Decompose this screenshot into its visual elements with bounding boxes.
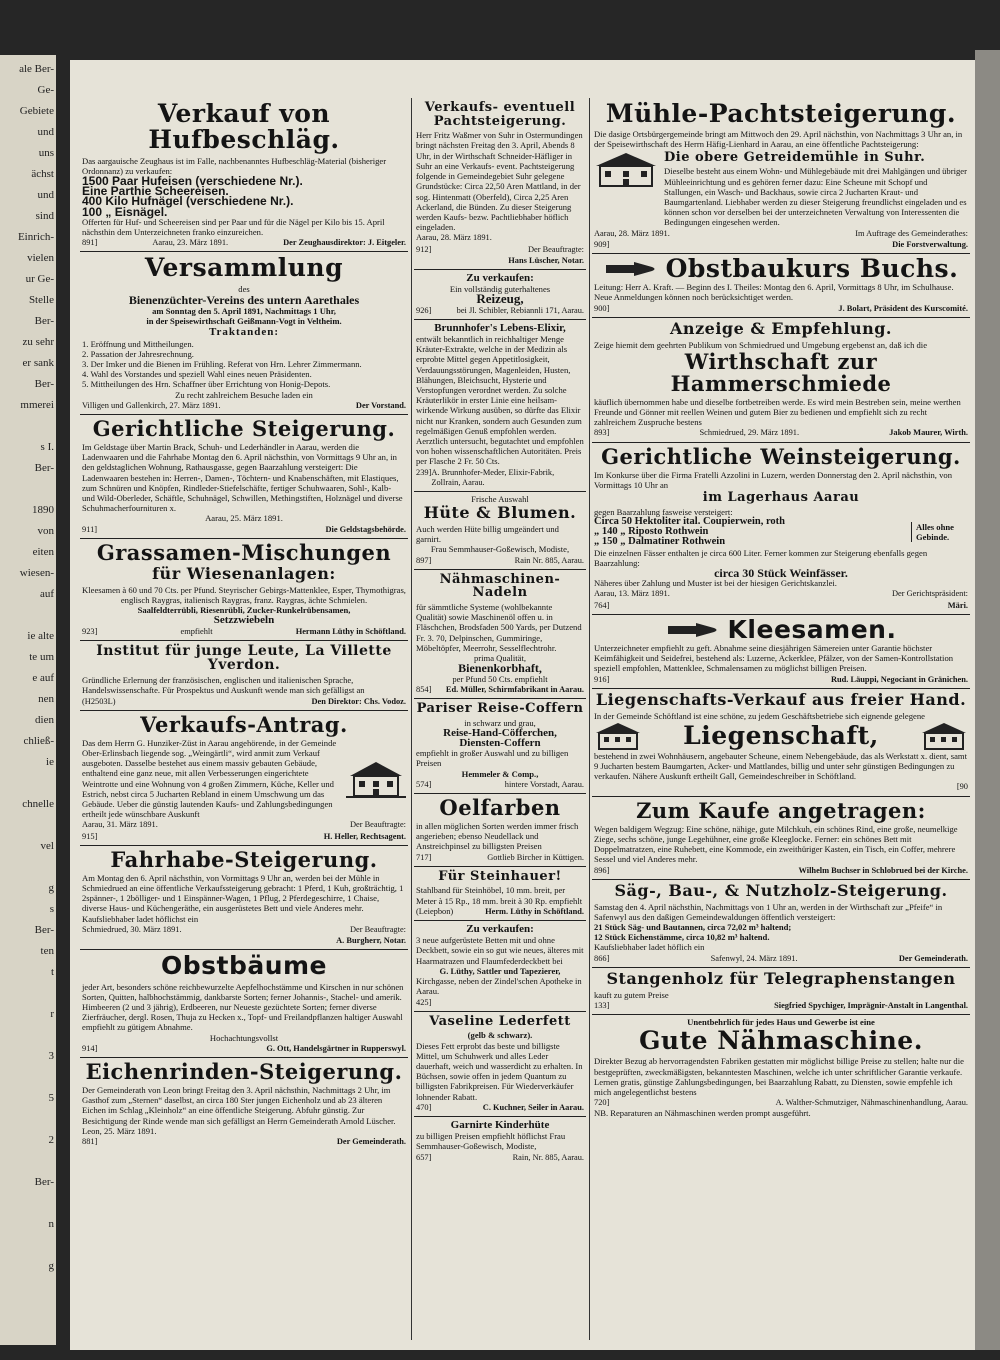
ad-text: Zu recht zahlreichem Besuche laden ein xyxy=(175,389,313,400)
previous-page-fragment: 3 xyxy=(48,1050,54,1062)
ad-subtitle: Traktanden: xyxy=(208,326,280,339)
ad-item: circa 30 Stück Weinfässer. xyxy=(714,566,848,580)
ad-text: Unentbehrlich für jedes Haus und Gewerbe ist eine xyxy=(687,1016,875,1027)
ad-naehmaschine xyxy=(592,1015,970,1122)
previous-page-fragment: Ber- xyxy=(34,924,54,936)
previous-page-fragment: dien xyxy=(35,714,54,726)
ad-verkaufsantrag xyxy=(80,711,408,846)
ad-number: 764] xyxy=(594,600,610,610)
pointing-hand-icon xyxy=(604,260,658,278)
ad-name: Liegenschaft, xyxy=(683,720,879,750)
ad-place-date: Safenwyl, 24. März 1891. xyxy=(710,953,798,963)
ad-text: Die dasige Ortsbürgergemeinde bringt am Mittwoch den 29. April nächsthin, von Nachmittags 3 Uhr an, in der Speisewirthschaft des Herrn Häfig-Lienhard in Aarau, an eine öffentliche Pachtsteigerung: xyxy=(594,129,963,150)
previous-page-fragment: ächst xyxy=(31,168,54,180)
ad-number: 720] xyxy=(594,1098,610,1108)
ad-address: hintere Vorstadt, Aarau. xyxy=(504,779,584,789)
ad-signer: Herm. Lüthy in Schöftland. xyxy=(485,906,584,916)
ad-number: 912] xyxy=(416,244,432,254)
ad-title: Obstbaukurs Buchs. xyxy=(665,253,959,283)
ad-title: Zu verkaufen: xyxy=(466,923,534,936)
ad-text: Der Beauftragte: xyxy=(527,244,584,254)
ad-title: Pariser Reise-Coffern xyxy=(416,700,584,716)
ad-text: Stahlband für Steinhöbel, 10 mm. breit, per Meter à 15 Rp., 18 mm. breit à 30 Rp. empfiehlt xyxy=(416,885,583,906)
ad-title: Garnirte Kinderhüte xyxy=(450,1118,550,1131)
previous-page-fragment: e auf xyxy=(32,672,54,684)
ad-subtitle: (gelb & schwarz). xyxy=(467,1030,533,1041)
ad-eichenrinden xyxy=(80,1058,408,1150)
ad-text: in schwarz und grau, xyxy=(464,717,536,728)
previous-page-fragment: Ber- xyxy=(34,1176,54,1188)
ad-signer: Hermann Lüthy in Schöftland. xyxy=(295,626,406,636)
ad-text: Die einzelnen Fässer enthalten je circa 600 Liter. Ferner kommen zur Steigerung ebenfalls gegen Baarzahlung: xyxy=(594,547,928,568)
ad-item: 1500 Paar Hufeisen (verschiedene Nr.). xyxy=(82,173,303,188)
previous-page-fragment: Einrich- xyxy=(17,231,54,243)
ad-text: bei Jl. Schibler, Rebiannli 171, Aarau. xyxy=(456,305,584,315)
house-icon xyxy=(594,721,642,751)
ad-note: Alles ohne Gebinde. xyxy=(911,522,968,542)
ad-number: 893] xyxy=(594,428,610,438)
previous-page-fragment: n xyxy=(48,1218,54,1230)
ad-signer: Siegfried Spychiger, Imprägnir-Anstalt in Langenthal. xyxy=(774,1000,968,1010)
ad-text: Näheres über Zahlung und Muster ist bei der hiesigen Gerichtskanzlei. xyxy=(594,578,837,589)
ad-place-date: Villigen und Gallenkirch, 27. März 1891. xyxy=(82,400,221,410)
ad-text: empfiehlt xyxy=(180,626,213,636)
previous-page-fragment: ale Ber- xyxy=(19,63,54,75)
previous-page-fragment: 1890 xyxy=(32,504,54,516)
column-right xyxy=(592,98,970,1342)
ad-liegenschaft xyxy=(592,689,970,797)
ad-item: Bienenkorbhaft, xyxy=(458,661,542,676)
ad-number: 914] xyxy=(82,1043,98,1053)
previous-page-fragment: ur Ge- xyxy=(25,273,54,285)
ad-title: Stangenholz für Telegraphenstangen xyxy=(606,968,956,988)
previous-page-fragment: Stelle xyxy=(28,294,54,306)
ad-title: Liegenschafts-Verkauf aus freier Hand. xyxy=(595,689,967,709)
ad-text: Hochachtungsvollst xyxy=(209,1032,279,1043)
ad-signer: Wilhelm Buchser in Schlobrued bei der Kirche. xyxy=(798,865,968,875)
ad-subtitle: für Wiesenanlagen: xyxy=(152,563,336,583)
ad-signer: Der Gemeinderath. xyxy=(898,953,968,963)
ad-title: Für Steinhauer! xyxy=(438,868,562,884)
ad-weinsteigerung xyxy=(592,443,970,615)
ad-text: Der Gerichtspräsident: xyxy=(891,589,968,599)
column-left xyxy=(80,98,408,1342)
ad-list-item: 5. Mittheilungen des Hrn. Schaffner über Errichtung von Honig-Depots. xyxy=(82,379,331,390)
ad-list-item: 4. Wahl des Vorstandes und speziell Wahl eines neuen Präsidenten. xyxy=(82,369,312,380)
ad-signer: Rud. Läuppi, Negociant in Gränichen. xyxy=(830,674,968,684)
ad-signer: Die Geldstagsbehörde. xyxy=(325,524,406,534)
previous-page-fragment: wiesen- xyxy=(19,567,54,579)
ad-text: für sämmtliche Systeme (wohlbekannte Qualität) sowie Maschinenöl offen u. in Fläschchen, Brodsfaden 500 Yards, per Dutzend Fr. 3. 70, Delpinschen, Gummiringe, Möbeltöpfer, Meerrohr, Sesselflechtrohr. xyxy=(416,602,582,653)
ad-pachtsteigerung xyxy=(414,98,586,270)
ad-text: Kaufsliebhaber ladet höflich ein xyxy=(594,942,705,953)
ad-naehmaschinen-nadeln xyxy=(414,570,586,699)
ad-number: 923] xyxy=(82,626,98,636)
previous-page-fragment: Ber- xyxy=(34,378,54,390)
previous-page-fragment: s xyxy=(49,903,54,915)
ad-text: in allen möglichen Sorten werden immer frisch angerieben; ebenso Neudellack und Anstreichpinsel zu billigsten Preisen xyxy=(416,821,579,852)
ad-text: Setzzwiebeln xyxy=(213,614,275,627)
ad-number: [90 xyxy=(956,782,968,792)
ad-obstbaukurs xyxy=(592,254,970,318)
ad-item: Reizeug, xyxy=(476,291,524,307)
ad-place-date: Leon, 25. März 1891. xyxy=(82,1125,157,1136)
ad-text: Offerten für Huf- und Scheereisen sind per Paar und für die Nägel per Kilo bis 15. April nächsthin dem Unterzeichneten franko einzureichen. xyxy=(82,216,385,237)
column-rule xyxy=(589,98,590,1340)
ad-number: 574] xyxy=(416,779,432,789)
ad-title: Fahrhabe-Steigerung. xyxy=(110,846,378,872)
ad-text: in der Speisewirthschaft Geißmann-Vogt in Veltheim. xyxy=(146,316,342,327)
ad-place-date: Aarau, 28. März 1891. xyxy=(594,228,670,238)
ad-muehle-pacht xyxy=(592,98,970,254)
ad-text: entwält bekanntlich in reichhaltiger Menge Kräuter-Extrakte, welche in der Medizin als erprobte Mittel gegen Appetitlosigkeit, Verdauungsstörungen, Magenleiden, Husten, Blähungen, Bleichsucht, Hysterie und Verstopfungen verordnet werden. Zu solche Kräuterlikör in erster Linie eine heilsam-wirkende Wirkung ausüben, so dürfte das Elixir nicht nur Kranken, sondern auch Gesunden zum regelmäßigen Genuß empfohlen werden. Aerztlich untersucht, begutachtet und empfohlen von hohen wissenschaftlichen Autoritäten. Preis per Flasche 2 Fr. 50 Cts. xyxy=(416,333,584,467)
previous-page-fragment: s I. xyxy=(40,441,54,453)
ad-number: 900] xyxy=(594,303,610,313)
ad-text: Dieses Fett erprobt das beste und billigste Mittel, um Schuhwerk und alles Leder dauerhaft, weich und wasserdicht zu erhalten. In Büchsen, sowie offen in jedem Quantum zu billigsten Fabrikpreisen. Für Wiederverkäufer lohnender Rabatt. xyxy=(416,1040,583,1102)
ad-title: Anzeige & Empfehlung. xyxy=(670,318,892,338)
ad-number: (H2503L) xyxy=(82,696,116,706)
ad-subtitle: Bienenzüchter-Vereins des untern Aarethales xyxy=(128,292,360,307)
ad-lebens-elixir xyxy=(414,320,586,492)
column-rule xyxy=(411,98,412,1340)
ad-number: 881] xyxy=(82,1137,98,1147)
previous-page-fragment: mmerei xyxy=(20,399,54,411)
previous-page-fragment: er sank xyxy=(22,357,54,369)
ad-item: „ 150 „ Dalmatiner Rothwein xyxy=(594,536,726,548)
ad-signer: Jakob Maurer, Wirth. xyxy=(889,428,968,438)
ad-text: Saalfeldterrübli, Riesenrübli, Zucker-Runkelrübensamen, xyxy=(137,605,351,616)
previous-page-fragment: nen xyxy=(38,693,54,705)
ad-gerichtliche-steigerung xyxy=(80,415,408,539)
ad-number: 470] xyxy=(416,1102,432,1112)
ad-title: Gute Nähmaschine. xyxy=(639,1026,923,1056)
ad-text: kauft zu gutem Preise xyxy=(594,989,669,1000)
previous-page-fragment: von xyxy=(37,525,54,537)
ad-text: gegen Baarzahlung fasweise versteigert: xyxy=(594,506,733,517)
ad-text: Leitung: Herr A. Kraft. — Beginn des I. Theiles: Montag den 6. April, Vormittags 8 Uhr, im Schulhause. Neue Anmeldungen können noch berücksichtiget werden. xyxy=(594,282,954,303)
ad-title: Mühle-Pachtsteigerung. xyxy=(605,99,957,128)
ad-kleesamen xyxy=(592,615,970,689)
ad-title: Gerichtliche Weinsteigerung. xyxy=(601,443,961,469)
previous-page-fragment: Ber- xyxy=(34,315,54,327)
ad-nutzholz xyxy=(592,880,970,968)
ad-place-date: Schmiedrued, 30. März 1891. xyxy=(82,924,182,934)
ad-hufbeschlag xyxy=(80,98,408,252)
ad-reizeug xyxy=(414,270,586,320)
ad-text: Kleesamen à 60 und 70 Cts. per Pfund. Steyrischer Gebirgs-Mattenklee, Esper, Thymothigras, englisch Raygras, italienisch Raygras, franz. Raygras, ächte Schmielen. xyxy=(82,584,406,605)
previous-page-fragment: vel xyxy=(40,840,54,852)
ad-fahrhabe xyxy=(80,846,408,950)
ad-text: Diensten-Coffern xyxy=(459,736,541,749)
ad-signer: C. Kuchner, Seiler in Aarau. xyxy=(482,1102,584,1112)
ad-number: 897] xyxy=(416,555,432,565)
ad-number: 915] xyxy=(82,831,98,841)
ad-list-item: 1. Eröffnung und Mittheilungen. xyxy=(82,338,194,349)
ad-text: Das dem Herrn G. Hunziker-Züst in Aarau angehörende, in der Gemeinde Ober-Erlinsbach liegende sog. „Weingärtli“, wird anmit zum Verkauf ausgeboten. Dasselbe bestehet aus einem massiv gebauten Gebäude, enthaltend eine ganz neue, mit allen Verbesserungen eingerichtete Weintrotte und eine Wohnung von 4 großen Zimmern, Küche, Keller und Estrich, nebst circa 5 Jucharten Rebland in einem Umschwung um das Gebäude. Ueber die günstig lautenden Kaufs- und Zahlungsbedingungen ertheilt jede wünschbare Auskunft xyxy=(82,737,337,820)
previous-page-fragment: zu sehr xyxy=(22,336,54,348)
ad-coffern xyxy=(414,699,586,794)
ad-number: 926] xyxy=(416,305,432,315)
ad-signer: Hans Lüscher, Notar. xyxy=(508,255,584,265)
ad-title: Hüte & Blumen. xyxy=(423,503,577,523)
ad-huete-blumen xyxy=(414,492,586,570)
ad-signer: Den Direktor: Chs. Vodoz. xyxy=(311,696,406,706)
ad-signer: G. Lüthy, Sattler und Tapezierer, xyxy=(439,965,561,976)
ad-item: Eine Parthie Scheereisen. xyxy=(82,184,229,199)
ad-signer: Der Gemeinderath. xyxy=(336,1137,406,1147)
ad-text: Zeige hiemit dem geehrten Publikum von Schmiedrued und Umgebung ergebenst an, daß ich die xyxy=(594,339,928,350)
ad-title: Verkaufs- eventuell Pachtsteigerung. xyxy=(424,100,576,129)
ad-title: Kleesamen. xyxy=(727,614,897,644)
house-icon xyxy=(920,721,968,751)
ad-text: per Pfund 50 Cts. empfiehlt xyxy=(452,673,548,684)
ad-place-date: Schmiedrued, 29. März 1891. xyxy=(699,428,800,438)
ad-title: Obstbäume xyxy=(160,951,328,981)
ad-number: 425] xyxy=(416,997,432,1007)
previous-page-fragment: Ge- xyxy=(37,84,54,96)
ad-text: bestehend in zwei Wohnhäusern, angebauter Scheune, einem Nebengebäude, das als Werkstatt x. dient, samt 9 Jucharten bestem Baumgarten, Acker- und Mattlandes, billig und unter sehr günstigen Bedingungen zu verkaufen. Nähere Auskunft ertheilt Gall, Gemeindeschreiber in Schöftland. xyxy=(594,750,967,782)
previous-page-fragment: sind xyxy=(35,210,54,222)
ad-grassamen xyxy=(80,539,408,641)
ad-number: 891] xyxy=(82,238,98,248)
ad-title: Zum Kaufe angetragen: xyxy=(636,797,926,823)
ad-obstbaeume xyxy=(80,950,408,1058)
ad-title: Vaseline Lederfett xyxy=(429,1013,571,1029)
ad-signer: Die Forstverwaltung. xyxy=(892,239,968,249)
ad-title: Brunnhofer's Lebens-Elixir, xyxy=(434,321,566,334)
ad-text: Frische Auswahl xyxy=(471,493,529,504)
ad-place-date: Aarau, 31. März 1891. xyxy=(82,820,158,830)
ad-text: empfiehlt in großer Auswahl und zu billigen Preisen xyxy=(416,748,569,769)
ad-number: 866] xyxy=(594,953,610,963)
ad-number: 133] xyxy=(594,1000,610,1010)
ad-signer: A. Walther-Schmutziger, Nähmaschinenhandlung, Aarau. xyxy=(775,1098,968,1108)
ad-title: Verkauf von Hufbeschläg. xyxy=(148,99,340,155)
previous-page-fragment: chnelle xyxy=(22,798,54,810)
ad-text: Im Auftrage des Gemeinderathes: xyxy=(855,228,968,238)
ad-place: im Lagerhaus Aarau xyxy=(702,490,860,506)
ad-title: Grassamen-Mischungen xyxy=(96,539,392,565)
ad-signer: J. Bolart, Präsident des Kurscomité. xyxy=(838,303,968,313)
ad-text: Am Montag den 6. April nächsthin, von Vormittags 9 Uhr an, werden bei der Mühle in Schmiedrued an eine öffentliche Verkaufssteigerung gebracht: 1 Pferd, 1 Kuh, großträchtig, 1 2spänner-, 1 2bölliger- und 1 Einspänner-Wagen, 1 Pflug, 2 Pferdegeschirre, 1 Chaise, diverse Haus- und Küchengeräthe, ein ausgerüstetes Bett und viele Anderes mehr. Kaufsliebhaber ladet höflichst ein xyxy=(82,872,404,924)
mill-house-icon xyxy=(594,150,658,190)
ad-place-date: Aarau, 23. März 1891. xyxy=(152,238,229,248)
ad-title: Institut für junge Leute, La Villette Yverdon. xyxy=(96,642,392,674)
ad-signer: A. Burgherr, Notar. xyxy=(336,936,406,946)
ad-text: käuflich übernommen habe und dieselbe fortbetreiben werde. Es wird mein Bestreben sein, meine werthen Freunde und Gönner mit reellen Weinen und gutem Bier zu bedienen und empfiehlt sich zu recht zahlreichem Zuspruche bestens xyxy=(594,396,961,428)
column-middle xyxy=(414,98,586,1342)
previous-page-fragment: 5 xyxy=(48,1092,54,1104)
ad-name: Die obere Getreidemühle in Suhr. xyxy=(664,149,926,165)
ad-text: Wegen baldigem Wegzug: Eine schöne, nähige, gute Milchkuh, ein schönes Rind, eine große, neumelkige Ziege, sechs schöne, junge Legehühner, eine große Kleeglocke. Ferner: ein schönes Bett mit Doppelmatratzen, eine Ruhebett, eine Kommode, ein zweithüriger Kasten, ein Tisch, ein Coffer, mehrere Sessel und viel Anderes mehr. xyxy=(594,823,958,865)
ad-signer: Hemmeler & Comp., xyxy=(461,768,539,779)
ad-text: Im Geldstage über Martin Brack, Schuh- und Lederhändler in Aarau, werden die Ladenwaaren und die Fahrhabe Montag den 6. April nächsthin, von Vormittags 9 Uhr an, in den geldstaglichen Wohnung, Rathausgasse, gegen Baarzahlung versteigert: Die Ladenwaaren bestehen in: Herren-, Damen-, Töchtern- und Knabenschäften, mit Elastiques, zum Schnüren und Knöpfen, Rindleder-Stiefelschäfte, fertiger Schuhwaaren, Sohl-, Kalb- und Wild-Oberleder, Schäftle, Schuhnägel, Schwillen, Methingstiften, Holznägel und diverse Schuhmacherfournituren x. xyxy=(82,442,403,514)
ad-text: des xyxy=(238,283,250,294)
previous-page-fragment: eiten xyxy=(32,546,54,558)
previous-page-fragment: Ber- xyxy=(34,462,54,474)
previous-page-fragment: g xyxy=(48,882,54,894)
ad-item: 100 „ Eisnägel. xyxy=(82,204,168,219)
previous-page-fragment: ie xyxy=(46,756,54,768)
ad-title: Säg-, Bau-, & Nutzholz-Steigerung. xyxy=(614,880,948,900)
ad-text: Dieselbe besteht aus einem Wohn- und Mühlegebäude mit drei Mahlgängen und übriger Mühleeinrichtung und es gehören ferner dazu: Eine Scheune mit Schopf und Stallungen, ein Wasch- und Backhaus, sowie circa 2 Jucharten Kraut- und Baumgartenland. Liebhaber werden zu dieser Steigerung freundlichst eingeladen und es können schon vor derselben bei der unterzeichneten Verwaltung von Interessenten die Bedingungen eingesehen werden. xyxy=(664,166,967,228)
ad-text: zu billigen Preisen empfiehlt höflichst Frau Semmhauser-Goßewisch, Modiste, xyxy=(416,1131,566,1152)
ad-title: Zu verkaufen: xyxy=(466,271,534,284)
ad-text: Der Beauftragte: xyxy=(349,924,406,934)
previous-page-fragment: g xyxy=(48,1260,54,1272)
ad-text: 3 neue aufgerüstete Betten mit und ohne Deckbett, sowie ein so gut wie neues, älteres mit Haarmatrazen und Flaumfederdeckbett bei xyxy=(416,935,584,966)
previous-page-fragment: ten xyxy=(40,945,54,957)
previous-page-fragment: r xyxy=(50,1008,54,1020)
previous-page-fragment: 2 xyxy=(48,1134,54,1146)
ad-item: 21 Stück Säg- und Bautannen, circa 72,02 m³ haltend; xyxy=(594,921,792,932)
ad-text: Im Konkurse über die Firma Fratelli Azzolini in Luzern, werden Donnerstag den 2. April nächsthin, von Vormittags 10 Uhr an xyxy=(594,469,952,490)
ad-address: Rain, Nr. 885, Aarau. xyxy=(512,1152,584,1162)
ad-text: Der Gemeinderath von Leon bringt Freitag den 3. April nächsthin, Nachmittags 2 Uhr, im Gasthof zum „Sternen“ daselbst, an circa 180 Ster jungen Eichenholz und ab 23 älteren Eichen im Schlag „Kleinholz“ an eine öffentliche Steigerung. Abfuhr günstig. Zur Besichtigung der Rinde wende man sich gefälligst an Herrn Gemeinderath Arnold Lüscher. xyxy=(82,1085,396,1126)
previous-page-fragment: te um xyxy=(29,651,54,663)
previous-page-fragment: t xyxy=(50,966,54,978)
ad-text: am Sonntag den 5. April 1891, Nachmittags 1 Uhr, xyxy=(152,305,336,316)
ad-institut xyxy=(80,641,408,711)
ad-item: 12 Stück Eichenstämme, circa 10,82 m³ haltend. xyxy=(594,932,770,943)
ad-title: Oelfarben xyxy=(439,794,561,820)
ad-item: „ 140 „ Riposto Rothwein xyxy=(594,526,709,538)
ad-address: Rain Nr. 885, Aarau. xyxy=(514,555,584,565)
ad-text: Das aargauische Zeughaus ist im Falle, nachbenanntes Hufbeschläg-Material (bisheriger Ordonnanz) zu verkaufen: xyxy=(82,155,387,176)
ad-text: prima Qualität, xyxy=(473,653,527,664)
ad-signer: Frau Semmhauser-Goßewisch, Modiste, xyxy=(430,544,570,555)
ad-text: Unterzeichneter empfiehlt zu geft. Abnahme seine diesjährigen Sämereien unter Garantie höchster Keimfähigkeit und Seidefrei, bestehend als: Luzerne, Ackerklee, Pfälzer, von der Samen-Kontrollstation speziell empfohlen, Mattenklee, Schmalensamen zu möglichst billigen Preisen. xyxy=(594,643,954,674)
ad-signer: Ed. Müller, Schirmfabrikant in Aarau. xyxy=(445,684,584,694)
ad-text: In der Gemeinde Schöftland ist eine schöne, zu jedem Geschäftsbetriebe sich eignende gelegene xyxy=(594,710,925,721)
ad-title: Gerichtliche Steigerung. xyxy=(92,416,396,442)
ad-signer: G. Ott, Handelsgärtner in Rupperswyl. xyxy=(266,1043,406,1053)
ad-signer: H. Heller, Rechtsagent. xyxy=(323,831,406,841)
ad-text: jeder Art, besonders schöne reichbewurzelte Aepfelhochstämme und Kirschen in nur schönen Sorten, Quitten, halbhochstämmig, dankbarste Sorten; ferner Johannis-, Stachel- und amerik. Himbeeren (2 und 3 jährig), Erdbeeren, nur Neueste gezüchtete Sorten; ferner diverse Zierfräucher, dergl. Rosen, Thuja zu Hecken x., Topf- und Freilandpflanzen haltiger Auswahl empfiehlt zu gütigem Abnahme. xyxy=(82,981,404,1033)
ad-signer: Märi. xyxy=(947,600,968,610)
ad-number: (Leiepbon) xyxy=(416,906,454,916)
ad-kinderhuete xyxy=(414,1117,586,1166)
previous-page-fragment: uns xyxy=(38,147,54,159)
ad-text: Herr Fritz Waßmer von Suhr in Ostermundingen bringt nächsten Freitag den 3. April, Abends 8 Uhr, in der Wirthschaft Schneider-Häfliger in Suhr an eine Verkaufs- event. Pachtsteigerung folgende in Gemeindegebiet Suhr gelegene Grundstücke: Circa 22,50 Aren Mattland, in der sog. Hintenmatt (Oberfeld), Circa 2,25 Aren Ackerland, die Bünden. Zu dieser Steigerung werden Kaufs- bezw. Pachtliebhaber höflich eingeladen. xyxy=(416,130,583,233)
ad-item: 400 Kilo Hufnägel (verschiedene Nr.). xyxy=(82,194,294,209)
ad-place-date: Aarau, 28. März 1891. xyxy=(416,233,492,243)
previous-page-fragment: und xyxy=(37,126,54,138)
ad-stangenholz xyxy=(592,968,970,1015)
ad-signer: A. Brunnhofer-Meder, Elixir-Fabrik, Zollrain, Aarau. xyxy=(431,467,555,487)
previous-page-fragment: ie alte xyxy=(27,630,54,642)
ad-number: 896] xyxy=(594,865,610,875)
previous-page-strip xyxy=(0,55,56,1345)
pointing-hand-icon xyxy=(666,621,720,639)
ad-text: Samstag den 4. April nächsthin, Nachmittags von 1 Uhr an, werden in der Wirthschaft zur „Pfeife“ in Safenwyl aus den daßigen Gemeindewaldungen öffentlich versteigert: xyxy=(594,901,943,922)
ad-signer: Gottlieb Bircher in Küttigen. xyxy=(487,852,584,862)
newspaper-page xyxy=(70,60,975,1350)
ad-list-item: 3. Der Imker und die Bienen im Frühling. Referat von Hrn. Lehrer Zimmermann. xyxy=(82,359,362,369)
ad-signer: Der Zeughausdirektor: J. Eitgeler. xyxy=(283,238,406,248)
ad-number: 657] xyxy=(416,1152,432,1162)
ad-name: Wirthschaft zur Hammerschmiede xyxy=(670,348,892,396)
ad-lederfett xyxy=(414,1012,586,1117)
ad-text: Direkter Bezug ab hervorragendsten Fabriken gestatten mir möglichst billige Preise zu stellen; halte nur die bestgeprüften, zweckmäßigsten, bekanntesten Maschinen, welche ich unter schriftlicher Garantie verkaufe. Lernen gratis, günstige Zahlungsbedingungen, bei Baarzahlung Rabatt, zu Diensten, sowie empfehle ich mich angelegentlichst bestens xyxy=(594,1056,964,1098)
ad-steinhauer xyxy=(414,867,586,921)
ad-betten xyxy=(414,921,586,1012)
ad-text: Gründliche Erlernung der französischen, englischen und italienischen Sprache, Handelswissenschafte. Für Prospektus und Auskunft wende man sich gefälligst an xyxy=(82,675,365,696)
previous-page-fragment: chließ- xyxy=(23,735,54,747)
ad-number: 717] xyxy=(416,852,432,862)
previous-page-fragment: und xyxy=(37,189,54,201)
previous-page-fragment: auf xyxy=(39,588,54,600)
ad-item: Circa 50 Hektoliter ital. Coupierwein, roth xyxy=(594,515,786,527)
ad-text: Auch werden Hüte billig umgeändert und garnirt. xyxy=(416,523,559,545)
ad-list-item: 2. Passation der Jahresrechnung. xyxy=(82,348,194,359)
ad-wirthschaft xyxy=(592,318,970,443)
previous-page-fragment: Gebiete xyxy=(19,105,54,117)
ad-address: Kirchgasse, neben der Zindel'schen Apotheke in Aarau. xyxy=(416,976,582,997)
ad-number: 239] xyxy=(416,467,432,477)
page-edge xyxy=(975,50,1000,1350)
ad-zum-kaufe xyxy=(592,797,970,880)
ad-number: 909] xyxy=(594,239,610,249)
house-icon xyxy=(346,758,406,800)
ad-versammlung xyxy=(80,252,408,415)
ad-title: Eichenrinden-Steigerung. xyxy=(85,1058,403,1084)
ad-title: Verkaufs-Antrag. xyxy=(140,711,348,737)
ad-title: Versammlung xyxy=(144,253,344,283)
ad-text: Der Beauftragte: xyxy=(349,820,406,830)
previous-page-fragment: vielen xyxy=(27,252,54,264)
ad-place-date: Aarau, 25. März 1891. xyxy=(205,513,283,524)
ad-text: Reise-Hand-Cöfferchen, xyxy=(443,726,557,739)
ad-signer: Der Vorstand. xyxy=(355,400,406,410)
ad-text: Ein vollständig guterhaltenes xyxy=(449,284,551,295)
ad-number: 911] xyxy=(82,524,98,534)
ad-number: 854] xyxy=(416,684,432,694)
ad-title: Nähmaschinen-Nadeln xyxy=(439,571,561,601)
ad-note: NB. Reparaturen an Nähmaschinen werden prompt ausgeführt. xyxy=(594,1108,811,1119)
ad-place-date: Aarau, 13. März 1891. xyxy=(594,589,670,599)
ad-oelfarben xyxy=(414,794,586,867)
ad-number: 916] xyxy=(594,674,610,684)
